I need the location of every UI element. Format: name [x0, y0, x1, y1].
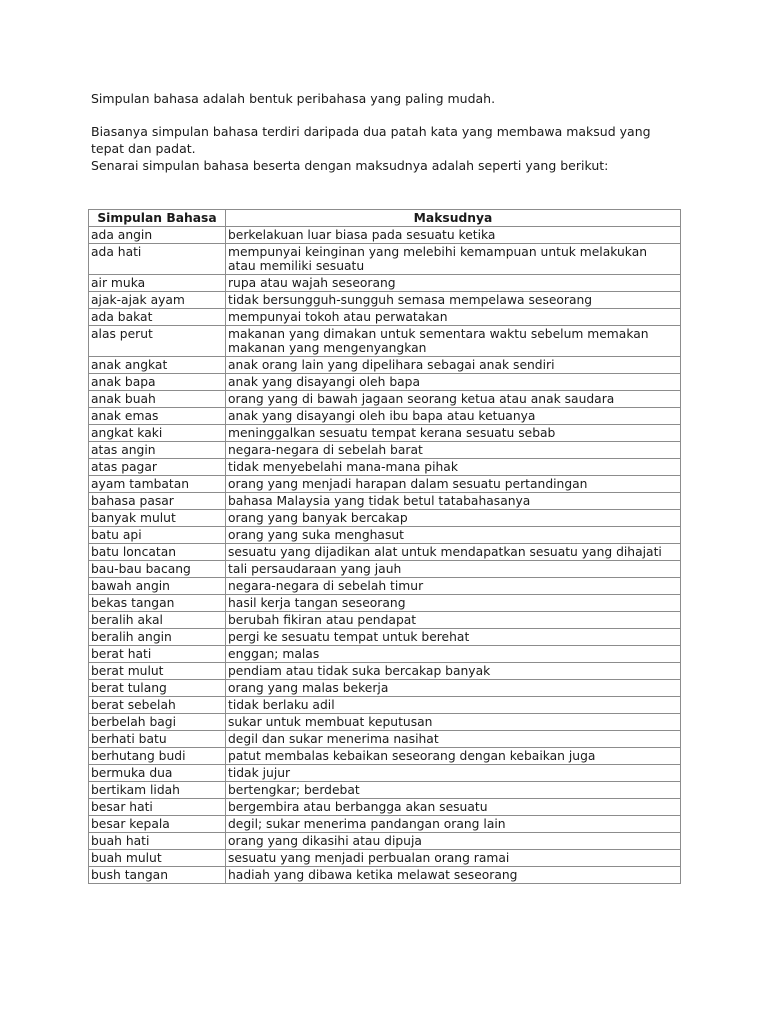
meaning-cell: sesuatu yang dijadikan alat untuk mendapatkan sesuatu yang dihajati	[226, 544, 681, 561]
table-header-row	[89, 210, 681, 227]
table-row	[89, 646, 681, 663]
term-cell: batu loncatan	[89, 544, 226, 561]
term-cell: besar hati	[89, 799, 226, 816]
table-row	[89, 510, 681, 527]
term-cell: anak emas	[89, 408, 226, 425]
term-cell: bekas tangan	[89, 595, 226, 612]
term-cell: berbelah bagi	[89, 714, 226, 731]
meaning-cell: bergembira atau berbangga akan sesuatu	[226, 799, 681, 816]
intro-paragraph-2: Biasanya simpulan bahasa terdiri daripada dua patah kata yang membawa maksud yang tepat dan padat.	[91, 124, 651, 156]
table-row	[89, 527, 681, 544]
term-cell: atas pagar	[89, 459, 226, 476]
meaning-cell: pergi ke sesuatu tempat untuk berehat	[226, 629, 681, 646]
simpulan-bahasa-table	[88, 209, 681, 884]
meaning-cell: bertengkar; berdebat	[226, 782, 681, 799]
intro-paragraph-1: Simpulan bahasa adalah bentuk peribahasa yang paling mudah.	[91, 91, 496, 106]
table-row	[89, 374, 681, 391]
table-row	[89, 459, 681, 476]
meaning-cell: tali persaudaraan yang jauh	[226, 561, 681, 578]
term-cell: anak angkat	[89, 357, 226, 374]
meaning-cell: anak orang lain yang dipelihara sebagai anak sendiri	[226, 357, 681, 374]
term-cell: beralih akal	[89, 612, 226, 629]
meaning-cell: hadiah yang dibawa ketika melawat seseorang	[226, 867, 681, 884]
table-row	[89, 561, 681, 578]
column-header-term: Simpulan Bahasa	[89, 210, 226, 227]
term-cell: bau-bau bacang	[89, 561, 226, 578]
term-cell: atas angin	[89, 442, 226, 459]
table-row	[89, 578, 681, 595]
table-row	[89, 493, 681, 510]
table-row	[89, 595, 681, 612]
table-row	[89, 275, 681, 292]
meaning-cell: sukar untuk membuat keputusan	[226, 714, 681, 731]
meaning-cell: patut membalas kebaikan seseorang dengan kebaikan juga	[226, 748, 681, 765]
meaning-cell: berkelakuan luar biasa pada sesuatu ketika	[226, 227, 681, 244]
table-row	[89, 292, 681, 309]
term-cell: berhutang budi	[89, 748, 226, 765]
term-cell: anak buah	[89, 391, 226, 408]
table-row	[89, 799, 681, 816]
table-row	[89, 850, 681, 867]
term-cell: ada angin	[89, 227, 226, 244]
term-cell: ajak-ajak ayam	[89, 292, 226, 309]
table-row	[89, 867, 681, 884]
term-cell: berhati batu	[89, 731, 226, 748]
table-row	[89, 816, 681, 833]
meaning-cell: enggan; malas	[226, 646, 681, 663]
term-cell: batu api	[89, 527, 226, 544]
meaning-cell: tidak berlaku adil	[226, 697, 681, 714]
term-cell: buah hati	[89, 833, 226, 850]
table-row	[89, 714, 681, 731]
term-cell: bush tangan	[89, 867, 226, 884]
meaning-cell: bahasa Malaysia yang tidak betul tatabahasanya	[226, 493, 681, 510]
term-cell: berat tulang	[89, 680, 226, 697]
table-row	[89, 680, 681, 697]
term-cell: buah mulut	[89, 850, 226, 867]
meaning-cell: berubah fikiran atau pendapat	[226, 612, 681, 629]
table-row	[89, 326, 681, 357]
table-row	[89, 442, 681, 459]
term-cell: anak bapa	[89, 374, 226, 391]
meaning-cell: negara-negara di sebelah timur	[226, 578, 681, 595]
table-row	[89, 663, 681, 680]
meaning-cell: orang yang banyak bercakap	[226, 510, 681, 527]
table-row	[89, 544, 681, 561]
term-cell: ayam tambatan	[89, 476, 226, 493]
term-cell: bahasa pasar	[89, 493, 226, 510]
meaning-cell: mempunyai keinginan yang melebihi kemampuan untuk melakukan atau memiliki sesuatu	[226, 244, 681, 275]
meaning-cell: tidak menyebelahi mana-mana pihak	[226, 459, 681, 476]
table-body	[89, 227, 681, 884]
term-cell: berat hati	[89, 646, 226, 663]
table-row	[89, 629, 681, 646]
table-row	[89, 731, 681, 748]
meaning-cell: degil dan sukar menerima nasihat	[226, 731, 681, 748]
meaning-cell: orang yang menjadi harapan dalam sesuatu pertandingan	[226, 476, 681, 493]
table-row	[89, 244, 681, 275]
term-cell: berat mulut	[89, 663, 226, 680]
meaning-cell: anak yang disayangi oleh ibu bapa atau ketuanya	[226, 408, 681, 425]
term-cell: bermuka dua	[89, 765, 226, 782]
intro-text	[91, 90, 691, 174]
term-cell: banyak mulut	[89, 510, 226, 527]
table-row	[89, 748, 681, 765]
meaning-cell: orang yang di bawah jagaan seorang ketua atau anak saudara	[226, 391, 681, 408]
intro-paragraph-3: Senarai simpulan bahasa beserta dengan maksudnya adalah seperti yang berikut:	[91, 158, 609, 173]
table-row	[89, 309, 681, 326]
table-row	[89, 782, 681, 799]
meaning-cell: makanan yang dimakan untuk sementara waktu sebelum memakan makanan yang mengenyangkan	[226, 326, 681, 357]
table-row	[89, 476, 681, 493]
meaning-cell: pendiam atau tidak suka bercakap banyak	[226, 663, 681, 680]
table-row	[89, 391, 681, 408]
term-cell: ada hati	[89, 244, 226, 275]
meaning-cell: mempunyai tokoh atau perwatakan	[226, 309, 681, 326]
term-cell: bertikam lidah	[89, 782, 226, 799]
term-cell: ada bakat	[89, 309, 226, 326]
table-row	[89, 425, 681, 442]
meaning-cell: orang yang malas bekerja	[226, 680, 681, 697]
meaning-cell: tidak jujur	[226, 765, 681, 782]
table-row	[89, 612, 681, 629]
meaning-cell: rupa atau wajah seseorang	[226, 275, 681, 292]
term-cell: besar kepala	[89, 816, 226, 833]
meaning-cell: meninggalkan sesuatu tempat kerana sesuatu sebab	[226, 425, 681, 442]
term-cell: angkat kaki	[89, 425, 226, 442]
meaning-cell: orang yang dikasihi atau dipuja	[226, 833, 681, 850]
table-row	[89, 227, 681, 244]
table-row	[89, 697, 681, 714]
table-row	[89, 357, 681, 374]
meaning-cell: hasil kerja tangan seseorang	[226, 595, 681, 612]
meaning-cell: orang yang suka menghasut	[226, 527, 681, 544]
term-cell: berat sebelah	[89, 697, 226, 714]
meaning-cell: sesuatu yang menjadi perbualan orang ramai	[226, 850, 681, 867]
meaning-cell: tidak bersungguh-sungguh semasa mempelawa seseorang	[226, 292, 681, 309]
table-row	[89, 833, 681, 850]
term-cell: beralih angin	[89, 629, 226, 646]
term-cell: air muka	[89, 275, 226, 292]
meaning-cell: negara-negara di sebelah barat	[226, 442, 681, 459]
table-row	[89, 408, 681, 425]
meaning-cell: anak yang disayangi oleh bapa	[226, 374, 681, 391]
term-cell: alas perut	[89, 326, 226, 357]
meaning-cell: degil; sukar menerima pandangan orang lain	[226, 816, 681, 833]
term-cell: bawah angin	[89, 578, 226, 595]
column-header-meaning: Maksudnya	[226, 210, 681, 227]
table-row	[89, 765, 681, 782]
